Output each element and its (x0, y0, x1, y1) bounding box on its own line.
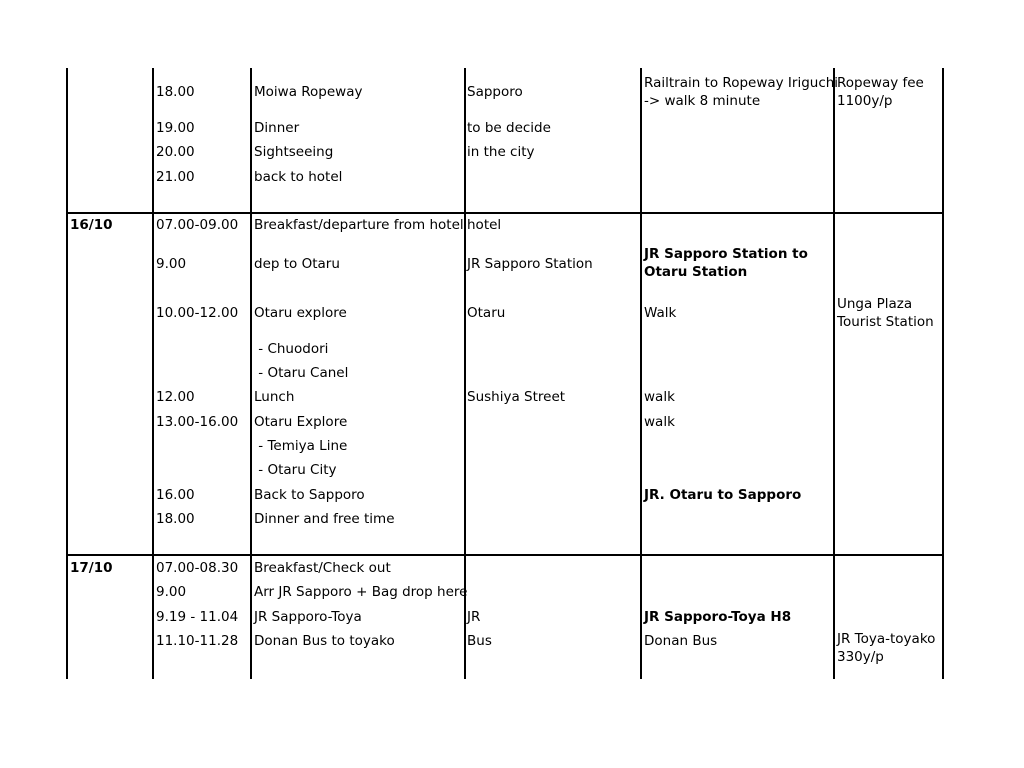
notes-cell: Tourist Station (837, 314, 934, 330)
activity-cell: - Temiya Line (254, 438, 348, 454)
time-cell: 20.00 (156, 144, 195, 160)
time-cell: 19.00 (156, 120, 195, 136)
time-cell: 9.00 (156, 584, 187, 600)
column-divider (833, 68, 835, 679)
activity-cell: Dinner and free time (254, 511, 395, 527)
activity-cell: - Chuodori (254, 341, 329, 357)
date-cell: 16/10 (70, 217, 113, 233)
row-divider (66, 212, 944, 214)
date-cell: 17/10 (70, 560, 113, 576)
time-cell: 18.00 (156, 511, 195, 527)
time-cell: 13.00-16.00 (156, 414, 239, 430)
transport-cell: walk (644, 389, 675, 405)
column-divider (152, 68, 154, 679)
row-divider (66, 554, 944, 556)
time-cell: 18.00 (156, 84, 195, 100)
transport-cell: Walk (644, 305, 677, 321)
column-divider (66, 68, 68, 679)
time-cell: 16.00 (156, 487, 195, 503)
column-divider (250, 68, 252, 679)
time-cell: 07.00-09.00 (156, 217, 239, 233)
transport-cell: JR Sapporo Station to (644, 246, 808, 262)
notes-cell: 1100y/p (837, 93, 893, 109)
location-cell: Otaru (467, 305, 506, 321)
column-divider (640, 68, 642, 679)
time-cell: 9.19 - 11.04 (156, 609, 239, 625)
transport-cell: Otaru Station (644, 264, 748, 280)
activity-cell: JR Sapporo-Toya (254, 609, 362, 625)
activity-cell: Breakfast/departure from hotel (254, 217, 464, 233)
time-cell: 11.10-11.28 (156, 633, 239, 649)
location-cell: in the city (467, 144, 535, 160)
activity-cell: - Otaru City (254, 462, 337, 478)
transport-cell: JR. Otaru to Sapporo (644, 487, 802, 503)
activity-cell: Breakfast/Check out (254, 560, 391, 576)
time-cell: 21.00 (156, 169, 195, 185)
activity-cell: Dinner (254, 120, 300, 136)
column-divider (942, 68, 944, 679)
location-cell: Bus (467, 633, 492, 649)
activity-cell: back to hotel (254, 169, 343, 185)
notes-cell: Unga Plaza (837, 296, 913, 312)
notes-cell: JR Toya-toyako (837, 631, 936, 647)
transport-cell: -> walk 8 minute (644, 93, 761, 109)
time-cell: 07.00-08.30 (156, 560, 239, 576)
activity-cell: Moiwa Ropeway (254, 84, 363, 100)
transport-cell: Donan Bus (644, 633, 718, 649)
transport-cell: Railtrain to Ropeway Iriguchi (644, 75, 839, 91)
location-cell: JR (467, 609, 481, 625)
time-cell: 12.00 (156, 389, 195, 405)
activity-cell: Lunch (254, 389, 295, 405)
activity-cell: Sightseeing (254, 144, 334, 160)
location-cell: JR Sapporo Station (467, 256, 593, 272)
location-cell: Sushiya Street (467, 389, 566, 405)
notes-cell: 330y/p (837, 649, 884, 665)
activity-cell: - Otaru Canel (254, 365, 349, 381)
transport-cell: JR Sapporo-Toya H8 (644, 609, 792, 625)
time-cell: 10.00-12.00 (156, 305, 239, 321)
activity-cell: Otaru explore (254, 305, 347, 321)
location-cell: Sapporo (467, 84, 523, 100)
transport-cell: walk (644, 414, 675, 430)
activity-cell: Arr JR Sapporo + Bag drop here (254, 584, 468, 600)
activity-cell: dep to Otaru (254, 256, 340, 272)
activity-cell: Otaru Explore (254, 414, 348, 430)
notes-cell: Ropeway fee (837, 75, 924, 91)
location-cell: hotel (467, 217, 502, 233)
location-cell: to be decide (467, 120, 551, 136)
time-cell: 9.00 (156, 256, 187, 272)
activity-cell: Back to Sapporo (254, 487, 365, 503)
notes-cell-clipped (837, 648, 942, 665)
activity-cell: Donan Bus to toyako (254, 633, 395, 649)
